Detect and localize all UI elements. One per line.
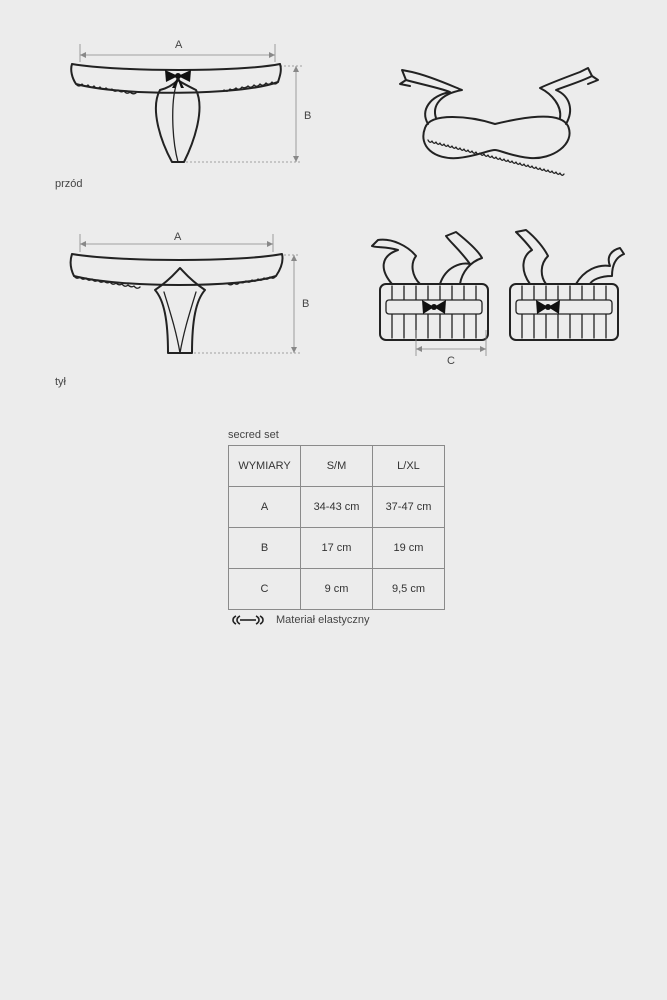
table-cell: 9,5 cm — [373, 569, 445, 610]
table-header-cell: S/M — [301, 446, 373, 487]
dimension-label-a-back: A — [174, 231, 182, 243]
eye-mask-drawing — [400, 68, 598, 175]
table-cell: B — [229, 528, 301, 569]
table-cell: 19 cm — [373, 528, 445, 569]
table-cell: A — [229, 487, 301, 528]
table-row — [229, 528, 445, 569]
front-caption: przód — [55, 178, 83, 190]
back-thong-drawing — [71, 234, 300, 353]
table-header-cell: WYMIARY — [229, 446, 301, 487]
left-cuff — [372, 232, 488, 340]
dimension-label-b-back: B — [302, 298, 310, 310]
table-header-cell: L/XL — [373, 446, 445, 487]
table-title: secred set — [228, 429, 279, 441]
table-cell: 37-47 cm — [373, 487, 445, 528]
table-row — [229, 569, 445, 610]
front-thong-drawing — [71, 44, 302, 162]
right-cuff — [510, 230, 624, 340]
size-table — [228, 445, 445, 610]
dimension-label-a-front: A — [175, 39, 183, 51]
table-cell: 34-43 cm — [301, 487, 373, 528]
table-row — [229, 487, 445, 528]
back-caption: tył — [55, 376, 66, 388]
legend — [230, 614, 370, 626]
dimension-label-c: C — [447, 355, 455, 367]
elastic-arrow-icon — [230, 614, 266, 626]
cuffs-drawing — [372, 230, 624, 356]
legend-label: Materiał elastyczny — [276, 614, 370, 626]
table-cell: C — [229, 569, 301, 610]
dimension-label-b-front: B — [304, 110, 312, 122]
table-row — [229, 446, 445, 487]
table-cell: 9 cm — [301, 569, 373, 610]
table-cell: 17 cm — [301, 528, 373, 569]
